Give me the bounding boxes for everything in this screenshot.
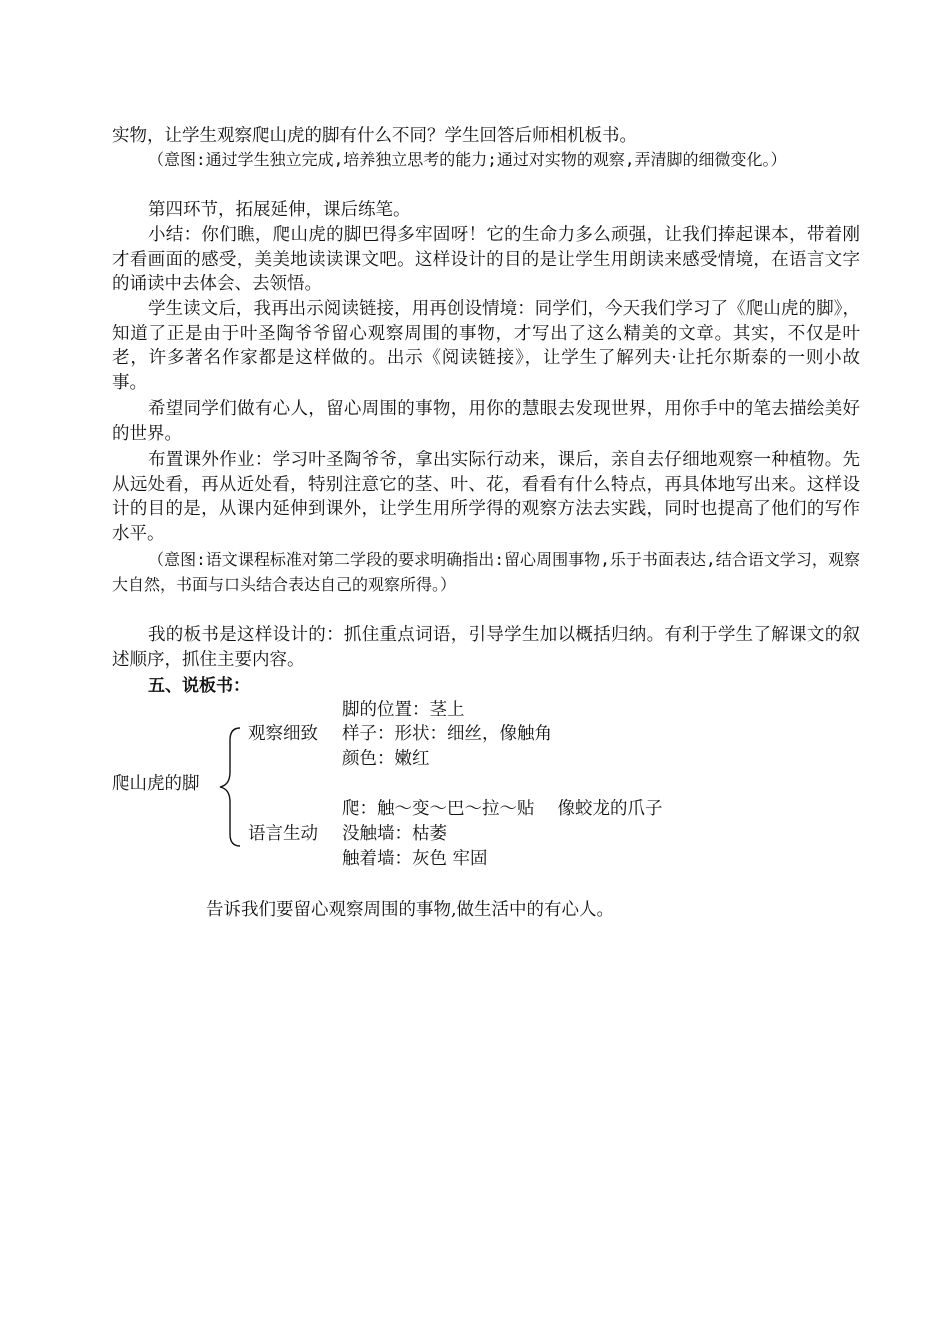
paragraph-intro: 实物，让学生观察爬山虎的脚有什么不同？学生回答后师相机板书。 [112,126,637,146]
paragraph-reading-link: 学生读文后，我再出示阅读链接，用再创设情境：同学们，今天我们学习了《爬山虎的脚》，知道了正是由于叶圣陶爷爷留心观察周围的事物，才写出了这么精美的文章。其实，不仅是叶老，许多著名作家都是这样做的。出示《阅读链接》，让学生了解列夫·让托尔斯泰的一则小故事。 [112,299,860,393]
paragraph-intent-note-2: （意图:语文课程标准对第二学段的要求明确指出:留心周围事物,乐于书面表达,结合语文学习，观察大自然，书面与口头结合表达自己的观察所得。） [112,550,860,594]
section-heading: 五、说板书： [148,676,250,696]
board-line-climb: 爬：触～变～巴～拉～贴 像蛟龙的爪子 [342,799,663,819]
board-branch-observe: 观察细致 [248,724,318,744]
board-line-wall: 触着墙：灰色 牢固 [342,849,488,869]
outer-brace [214,726,244,848]
paragraph-step-four: 第四环节，拓展延伸，课后练笔。 [148,200,411,220]
paragraph-board-design: 我的板书是这样设计的：抓住重点词语，引导学生加以概括归纳。有利于学生了解课文的叙述顺序，抓住主要内容。 [112,625,860,670]
paragraph-summary: 小结：你们瞧，爬山虎的脚巴得多牢固呀！它的生命力多么顽强，让我们捧起课本，带着刚才看画面的感受，美美地读读课文吧。这样设计的目的是让学生用朗读来感受情境，在语言文字的诵读中去体会、去领悟。 [112,225,860,294]
paragraph-homework: 布置课外作业：学习叶圣陶爷爷，拿出实际行动来，课后，亲自去仔细地观察一种植物。先从远处看，再从近处看，特别注意它的茎、叶、花，看看有什么特点，再具体地写出来。这样设计的目的是，从课内延伸到课外，让学生用所学得的观察方法去实践，同时也提高了他们的写作水平。 [112,450,860,544]
paragraph-hope: 希望同学们做有心人，留心周围的事物，用你的慧眼去发现世界，用你手中的笔去描绘美好的世界。 [112,399,860,444]
board-line-no-wall: 没触墙：枯萎 [342,824,447,844]
board-branch-language: 语言生动 [248,824,318,844]
paragraph-intent-note-1: （意图:通过学生独立完成,培养独立思考的能力;通过对实物的观察,弄清脚的细微变化。） [148,150,787,169]
conclusion-text: 告诉我们要留心观察周围的事物,做生活中的有心人。 [206,900,615,920]
board-root: 爬山虎的脚 [112,774,200,794]
board-line-shape: 样子：形状：细丝，像触角 [342,724,552,744]
board-line-foot-position: 脚的位置：茎上 [342,700,465,720]
board-line-color: 颜色：嫩红 [342,749,430,769]
